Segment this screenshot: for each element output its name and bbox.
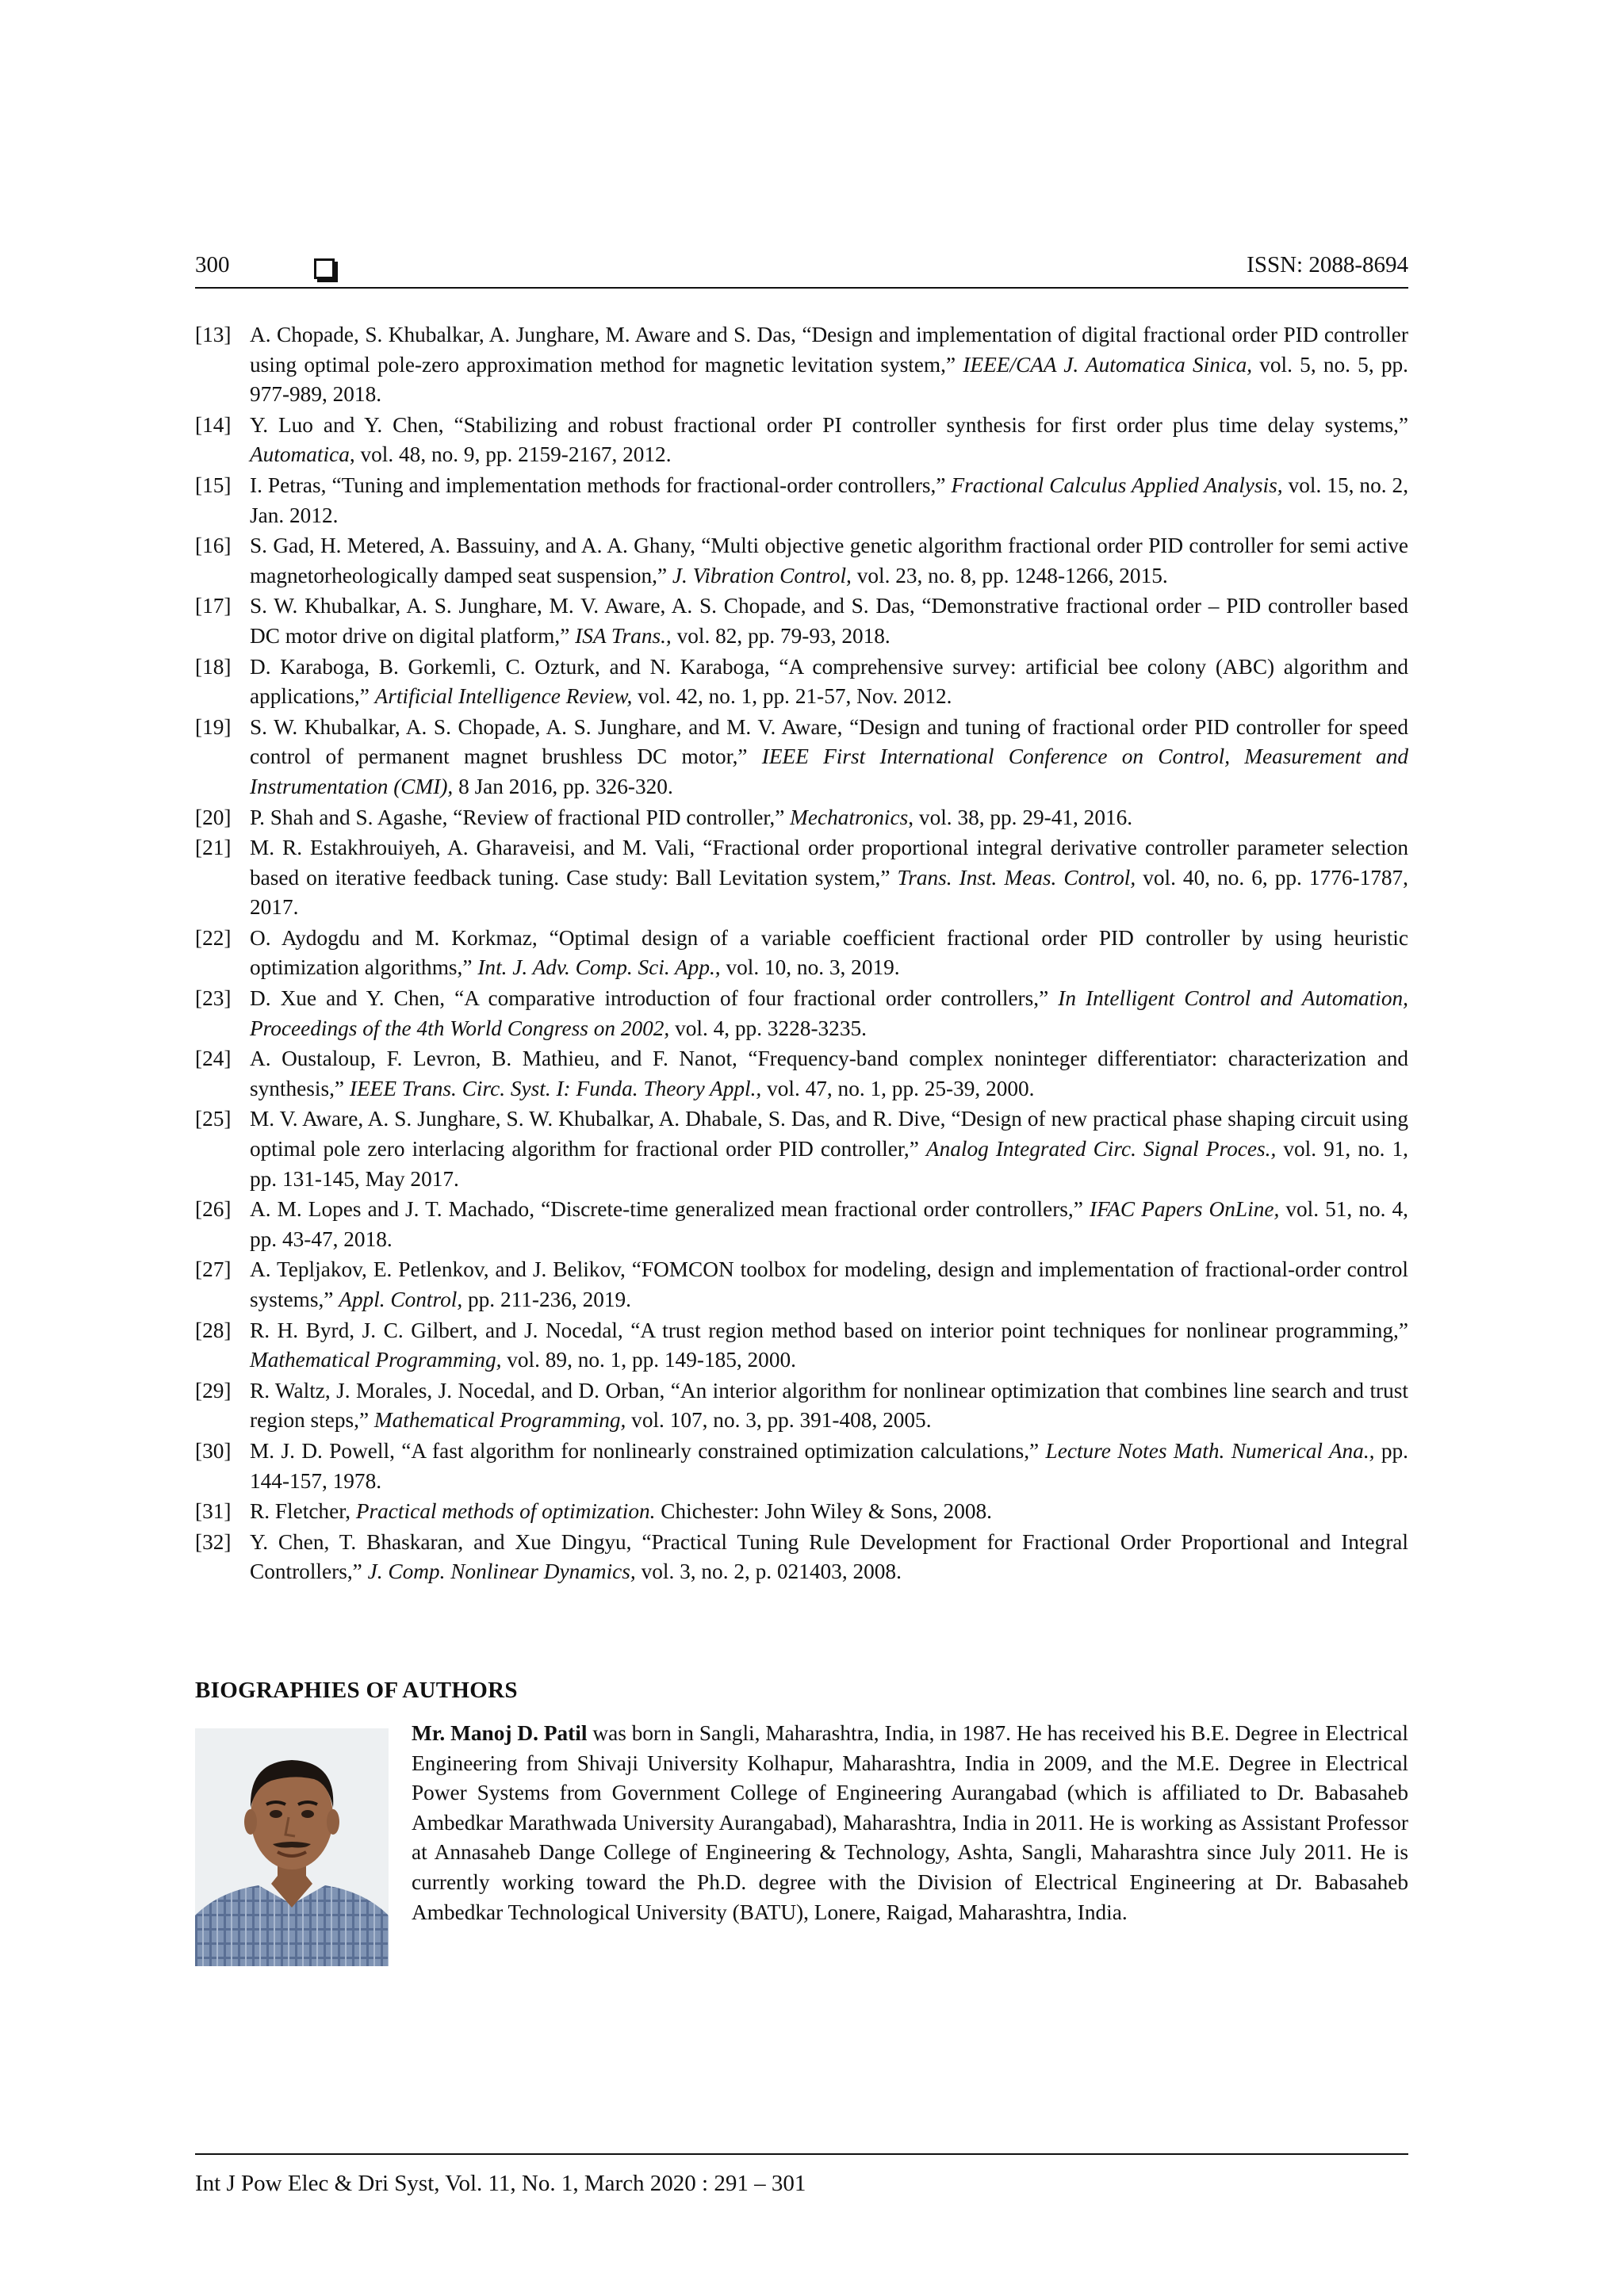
reference-text: R. Fletcher,	[250, 1499, 356, 1524]
reference-item	[195, 833, 1408, 923]
reference-number: [17]	[195, 594, 232, 618]
author-biography	[412, 1719, 1408, 1927]
reference-source: IEEE/CAA J. Automatica Sinica,	[963, 352, 1253, 377]
reference-source: Int. J. Adv. Comp. Sci. App.,	[477, 955, 721, 980]
reference-source: Appl. Control,	[339, 1288, 463, 1311]
reference-details: vol. 47, no. 1, pp. 25-39, 2000.	[761, 1076, 1035, 1100]
reference-item	[195, 411, 1408, 470]
reference-details: vol. 23, no. 8, pp. 1248-1266, 2015.	[851, 563, 1168, 587]
reference-item	[195, 320, 1408, 410]
reference-details: vol. 40, no. 6, pp. 1776-1787, 2017.	[250, 865, 1408, 920]
reference-source: ISA Trans.,	[575, 623, 672, 648]
reference-item	[195, 1255, 1408, 1314]
square-bullet-icon	[314, 258, 335, 279]
page-number: 300	[195, 252, 230, 277]
reference-number: [31]	[195, 1499, 232, 1524]
reference-text: O. Aydogdu and M. Korkmaz, “Optimal design of a variable coefficient fractional order PID controller by using heuristic optimization algorithms,”	[250, 925, 1408, 980]
header-rule	[195, 287, 1408, 289]
reference-item	[195, 803, 1408, 833]
reference-text: D. Xue and Y. Chen, “A comparative introduction of four fractional order controllers,”	[250, 986, 1059, 1011]
reference-number: [18]	[195, 654, 232, 679]
reference-source: Automatica	[250, 442, 350, 467]
reference-text: A. Chopade, S. Khubalkar, A. Junghare, M. Aware and S. Das, “Design and implementation of digital fractional order PID controller using optimal pole-zero approximation method for magnetic levitation system,”	[250, 323, 1408, 377]
reference-details: vol. 42, no. 1, pp. 21-57, Nov. 2012.	[632, 684, 952, 709]
author-bio-text: was born in Sangli, Maharashtra, India, in 1987. He has received his B.E. Degree in Electrical Engineering from Shivaji University Kolhapur, Maharashtra, India in 2009, and the M.E. Degree in Electrical Power Systems from Government College of Engineering Aurangabad (which is affiliated to Dr. Babasaheb Ambedkar Marathwada University Aurangabad), Maharashtra, India in 2011. He is working as Assistant Professor at Annasaheb Dange College of Engineering & Technology, Ashta, Sangli, Maharashtra since July 2011. He is currently working toward the Ph.D. degree with the Division of Electrical Engineering at Dr. Babasaheb Ambedkar Technological University (BATU), Lonere, Raigad, Maharashtra, India.	[412, 1721, 1408, 1924]
author-name: Mr. Manoj D. Patil	[412, 1721, 588, 1745]
reference-item	[195, 471, 1408, 530]
reference-details: vol. 89, no. 1, pp. 149-185, 2000.	[501, 1348, 796, 1372]
reference-item	[195, 1437, 1408, 1496]
reference-source: Mathematical Programming,	[373, 1408, 626, 1433]
reference-source: IFAC Papers OnLine,	[1089, 1197, 1280, 1222]
reference-details: vol. 4, pp. 3228-3235.	[669, 1016, 867, 1040]
reference-number: [15]	[195, 473, 232, 497]
reference-details: vol. 107, no. 3, pp. 391-408, 2005.	[626, 1408, 932, 1433]
reference-number: [24]	[195, 1047, 232, 1071]
reference-source: Mechatronics	[790, 805, 909, 829]
reference-item	[195, 1195, 1408, 1254]
reference-details: pp. 211-236, 2019.	[462, 1288, 631, 1311]
reference-number: [23]	[195, 986, 232, 1011]
reference-text: R. H. Byrd, J. C. Gilbert, and J. Nocedal, “A trust region method based on interior point techniques for nonlinear programming,”	[250, 1318, 1408, 1342]
reference-text: A. Oustaloup, F. Levron, B. Mathieu, and F. Nanot, “Frequency-band complex noninteger differentiator: characterization and synthesis,”	[250, 1047, 1408, 1100]
reference-item	[195, 984, 1408, 1043]
reference-source: J. Comp. Nonlinear Dynamics,	[367, 1559, 636, 1584]
reference-details: , vol. 38, pp. 29-41, 2016.	[908, 805, 1133, 829]
reference-details: vol. 15, no. 2, Jan. 2012.	[250, 473, 1409, 527]
reference-item	[195, 531, 1408, 591]
reference-source: Practical methods of optimization.	[355, 1499, 656, 1524]
reference-text: Y. Chen, T. Bhaskaran, and Xue Dingyu, “Practical Tuning Rule Development for Fractional Order Proportional and Integral Controllers,”	[250, 1529, 1408, 1584]
reference-number: [13]	[195, 323, 232, 346]
reference-text: A. Tepljakov, E. Petlenkov, and J. Belikov, “FOMCON toolbox for modeling, design and implementation of fractional-order control systems,”	[250, 1257, 1408, 1311]
reference-source: Analog Integrated Circ. Signal Proces.,	[925, 1137, 1277, 1161]
reference-details: vol. 10, no. 3, 2019.	[720, 955, 900, 980]
reference-source: J. Vibration Control,	[672, 563, 852, 587]
reference-details: pp. 144-157, 1978.	[250, 1438, 1408, 1493]
reference-item	[195, 1316, 1408, 1376]
reference-number: [22]	[195, 925, 232, 950]
reference-number: [30]	[195, 1438, 232, 1463]
reference-number: [19]	[195, 714, 232, 739]
journal-citation-footer: Int J Pow Elec & Dri Syst, Vol. 11, No. 1, March 2020 : 291 – 301	[195, 2171, 806, 2196]
reference-details: vol. 3, no. 2, p. 021403, 2008.	[635, 1559, 902, 1584]
reference-number: [26]	[195, 1197, 232, 1222]
reference-item	[195, 1044, 1408, 1104]
reference-list	[195, 320, 1408, 1588]
reference-item	[195, 652, 1408, 712]
reference-details: vol. 5, no. 5, pp. 977-989, 2018.	[250, 352, 1408, 407]
reference-source: In Intelligent Control and Automation, Proceedings of the 4th World Congress on 2002,	[250, 986, 1408, 1040]
reference-number: [32]	[195, 1529, 232, 1554]
reference-number: [20]	[195, 805, 232, 829]
reference-text: S. Gad, H. Metered, A. Bassuiny, and A. A. Ghany, “Multi objective genetic algorithm fractional order PID controller for semi active magnetorheologically damped seat suspension,”	[250, 534, 1408, 587]
reference-item	[195, 1528, 1408, 1587]
reference-number: [16]	[195, 534, 232, 558]
reference-item	[195, 1376, 1408, 1436]
reference-text: R. Waltz, J. Morales, J. Nocedal, and D. Orban, “An interior algorithm for nonlinear optimization that combines line search and trust region steps,”	[250, 1378, 1408, 1433]
reference-text: I. Petras, “Tuning and implementation methods for fractional-order controllers,”	[250, 473, 952, 497]
reference-item	[195, 924, 1408, 983]
biographies-heading: BIOGRAPHIES OF AUTHORS	[195, 1678, 518, 1703]
reference-item	[195, 713, 1408, 802]
reference-details: vol. 51, no. 4, pp. 43-47, 2018.	[250, 1197, 1409, 1251]
reference-number: [27]	[195, 1257, 232, 1282]
reference-number: [29]	[195, 1378, 232, 1402]
reference-text: P. Shah and S. Agashe, “Review of fractional PID controller,”	[250, 805, 791, 829]
reference-number: [14]	[195, 412, 232, 437]
reference-item	[195, 1104, 1408, 1194]
reference-item	[195, 1497, 1408, 1527]
reference-details: , vol. 48, no. 9, pp. 2159-2167, 2012.	[349, 442, 672, 467]
reference-text: S. W. Khubalkar, A. S. Junghare, M. V. Aware, A. S. Chopade, and S. Das, “Demonstrative fractional order – PID controller based DC motor drive on digital platform,”	[250, 594, 1408, 648]
reference-number: [21]	[195, 836, 232, 860]
reference-source: Trans. Inst. Meas. Control,	[897, 865, 1136, 890]
reference-item	[195, 591, 1408, 651]
reference-source: Lecture Notes Math. Numerical Ana.,	[1045, 1438, 1375, 1463]
reference-text: M. J. D. Powell, “A fast algorithm for nonlinearly constrained optimization calculations,”	[250, 1438, 1046, 1463]
reference-source: Fractional Calculus Applied Analysis,	[951, 473, 1283, 497]
reference-details: Chichester: John Wiley & Sons, 2008.	[655, 1499, 992, 1524]
issn-label: ISSN: 2088-8694	[1247, 252, 1408, 277]
reference-source: Artificial Intelligence Review,	[374, 684, 633, 709]
page-header	[195, 252, 1408, 290]
reference-details: vol. 82, pp. 79-93, 2018.	[671, 623, 891, 648]
reference-text: M. R. Estakhrouiyeh, A. Gharaveisi, and M. Vali, “Fractional order proportional integral derivative controller parameter selection based on iterative feedback tuning. Case study: Ball Levitation system,”	[250, 836, 1408, 890]
reference-text: D. Karaboga, B. Gorkemli, C. Ozturk, and N. Karaboga, “A comprehensive survey: artificial bee colony (ABC) algorithm and applications,”	[250, 654, 1408, 709]
footer-rule	[195, 2153, 1408, 2155]
reference-number: [28]	[195, 1318, 232, 1342]
reference-source: IEEE Trans. Circ. Syst. I: Funda. Theory Appl.,	[349, 1076, 762, 1100]
reference-source: IEEE First International Conference on Control, Measurement and Instrumentation (CMI),	[250, 744, 1408, 798]
reference-text: Y. Luo and Y. Chen, “Stabilizing and robust fractional order PI controller synthesis for first order plus time delay systems,”	[250, 412, 1408, 437]
reference-details: 8 Jan 2016, pp. 326-320.	[453, 774, 673, 798]
reference-text: A. M. Lopes and J. T. Machado, “Discrete-time generalized mean fractional order controllers,”	[250, 1197, 1090, 1222]
reference-number: [25]	[195, 1107, 232, 1131]
reference-details: vol. 91, no. 1, pp. 131-145, May 2017.	[250, 1137, 1408, 1191]
reference-text: S. W. Khubalkar, A. S. Chopade, A. S. Junghare, and M. V. Aware, “Design and tuning of fractional order PID controller for speed control of permanent magnet brushless DC motor,”	[250, 714, 1408, 769]
reference-source: Mathematical Programming,	[250, 1348, 502, 1372]
reference-text: M. V. Aware, A. S. Junghare, S. W. Khubalkar, A. Dhabale, S. Das, and R. Dive, “Design of new practical phase shaping circuit using optimal pole zero interlacing algorithm for fractional order PID controller,”	[250, 1107, 1408, 1161]
author-photo	[195, 1728, 389, 1966]
